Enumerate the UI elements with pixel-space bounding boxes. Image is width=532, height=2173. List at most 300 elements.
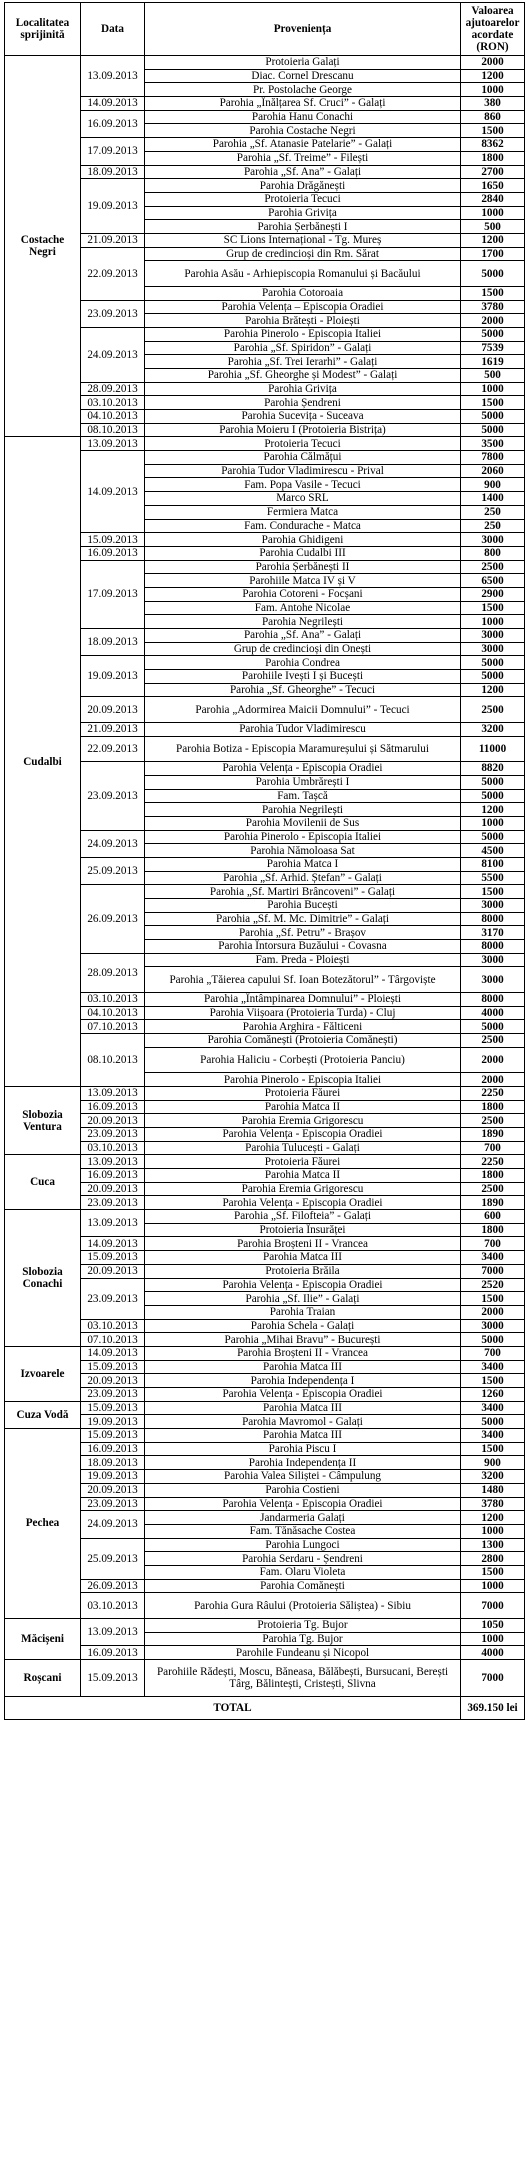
- date-cell: 22.09.2013: [81, 247, 145, 300]
- provenance-cell: Parohia Tudor Vladimirescu - Prival: [145, 464, 461, 478]
- value-cell: 4500: [461, 844, 525, 858]
- table-row: [5, 1374, 525, 1388]
- date-cell: 23.09.2013: [81, 1196, 145, 1210]
- provenance-cell: Parohia Pinerolo - Episcopia Italiei: [145, 830, 461, 844]
- date-cell: 15.09.2013: [81, 1401, 145, 1415]
- table-row: [5, 300, 525, 314]
- total-label: TOTAL: [5, 1697, 461, 1720]
- provenance-cell: Parohia Broșteni II - Vrancea: [145, 1346, 461, 1360]
- value-cell: 1400: [461, 492, 525, 506]
- date-cell: 17.09.2013: [81, 138, 145, 165]
- value-cell: 1200: [461, 803, 525, 817]
- date-cell: 23.09.2013: [81, 1497, 145, 1511]
- value-cell: 380: [461, 97, 525, 111]
- donations-document: [4, 2, 524, 1720]
- table-row: [5, 382, 525, 396]
- value-cell: 1890: [461, 1127, 525, 1141]
- value-cell: 7539: [461, 341, 525, 355]
- provenance-cell: Parohia Viișoara (Protoieria Turda) - Cluj: [145, 1006, 461, 1020]
- provenance-cell: Parohia Moieru I (Protoieria Bistrița): [145, 423, 461, 437]
- date-cell: 07.10.2013: [81, 1333, 145, 1347]
- provenance-cell: Parohiile Matca IV și V: [145, 574, 461, 588]
- date-cell: 03.10.2013: [81, 1319, 145, 1333]
- value-cell: 1500: [461, 286, 525, 300]
- header-data: Data: [81, 3, 145, 56]
- header-valoare: Valoarea ajutoarelor acordate (RON): [461, 3, 525, 56]
- table-row: [5, 437, 525, 451]
- table-header: [5, 3, 525, 56]
- value-cell: 2250: [461, 1155, 525, 1169]
- value-cell: 3200: [461, 1470, 525, 1484]
- provenance-cell: Protoieria Brăila: [145, 1264, 461, 1278]
- table-row: [5, 830, 525, 844]
- provenance-cell: Fam. Tașcă: [145, 789, 461, 803]
- table-row: [5, 762, 525, 776]
- provenance-cell: Protoieria Făurei: [145, 1155, 461, 1169]
- value-cell: 2500: [461, 1034, 525, 1048]
- provenance-cell: Parohia Negrilești: [145, 803, 461, 817]
- value-cell: 2500: [461, 560, 525, 574]
- provenance-cell: Fam. Antohe Nicolae: [145, 601, 461, 615]
- date-cell: 16.09.2013: [81, 1646, 145, 1660]
- value-cell: 2000: [461, 1305, 525, 1319]
- provenance-cell: Diac. Cornel Drescanu: [145, 69, 461, 83]
- provenance-cell: Parohia „Sf. Ana” - Galați: [145, 165, 461, 179]
- table-row: [5, 736, 525, 762]
- value-cell: 2500: [461, 697, 525, 723]
- table-row: [5, 1100, 525, 1114]
- locality-cell: Cuca: [5, 1155, 81, 1210]
- provenance-cell: Parohia Haliciu - Corbești (Protoieria Panciu): [145, 1047, 461, 1073]
- provenance-cell: Parohia Velența - Episcopia Oradiei: [145, 1497, 461, 1511]
- provenance-cell: Parohile Fundeanu și Nicopol: [145, 1646, 461, 1660]
- value-cell: 1500: [461, 1565, 525, 1579]
- date-cell: 25.09.2013: [81, 857, 145, 884]
- value-cell: 1619: [461, 355, 525, 369]
- provenance-cell: Parohia Cotoreni - Focșani: [145, 587, 461, 601]
- provenance-cell: Parohia Șerbănești II: [145, 560, 461, 574]
- value-cell: 1800: [461, 1223, 525, 1237]
- date-cell: 15.09.2013: [81, 1360, 145, 1374]
- value-cell: 700: [461, 1346, 525, 1360]
- provenance-cell: Parohiile Rădești, Moscu, Băneasa, Bălăbești, Bursucani, Berești Târg, Bălintești, Cristești, Slivna: [145, 1659, 461, 1697]
- value-cell: 1200: [461, 683, 525, 697]
- table-row: [5, 1360, 525, 1374]
- table-row: [5, 1169, 525, 1183]
- value-cell: 1700: [461, 247, 525, 261]
- provenance-cell: Fam. Tănăsache Costea: [145, 1524, 461, 1538]
- value-cell: 860: [461, 110, 525, 124]
- table-row: [5, 1006, 525, 1020]
- header-localitate: Localitatea sprijinită: [5, 3, 81, 56]
- value-cell: 8000: [461, 992, 525, 1006]
- value-cell: 2000: [461, 1073, 525, 1087]
- header-provenienta: Proveniența: [145, 3, 461, 56]
- provenance-cell: Parohia „Sf. Martiri Brâncoveni” - Galați: [145, 885, 461, 899]
- table-row: [5, 1333, 525, 1347]
- provenance-cell: Parohia Matca III: [145, 1401, 461, 1415]
- table-row: [5, 1538, 525, 1552]
- date-cell: 13.09.2013: [81, 56, 145, 97]
- date-cell: 23.09.2013: [81, 1278, 145, 1319]
- table-row: [5, 1210, 525, 1224]
- date-cell: 22.09.2013: [81, 736, 145, 762]
- provenance-cell: Fam. Preda - Ploiești: [145, 953, 461, 967]
- provenance-cell: Parohia Schela - Galați: [145, 1319, 461, 1333]
- provenance-cell: Parohia Tg. Bujor: [145, 1632, 461, 1646]
- locality-cell: Costache Negri: [5, 56, 81, 437]
- table-row: [5, 1483, 525, 1497]
- value-cell: 1200: [461, 69, 525, 83]
- provenance-cell: Parohia Matca II: [145, 1100, 461, 1114]
- value-cell: 2900: [461, 587, 525, 601]
- provenance-cell: Parohia Eremia Grigorescu: [145, 1114, 461, 1128]
- table-row: [5, 1388, 525, 1402]
- value-cell: 1500: [461, 1292, 525, 1306]
- date-cell: 19.09.2013: [81, 1470, 145, 1484]
- provenance-cell: Parohia Drăgănești: [145, 179, 461, 193]
- provenance-cell: Parohia Negrilești: [145, 615, 461, 629]
- table-row: [5, 1593, 525, 1619]
- provenance-cell: Parohia Serdaru - Șendreni: [145, 1552, 461, 1566]
- table-row: [5, 629, 525, 643]
- value-cell: 4000: [461, 1646, 525, 1660]
- donations-table: [4, 2, 525, 1720]
- provenance-cell: Parohia Bucești: [145, 899, 461, 913]
- provenance-cell: Parohia Șendreni: [145, 396, 461, 410]
- date-cell: 26.09.2013: [81, 885, 145, 953]
- provenance-cell: SC Lions Internațional - Tg. Mureș: [145, 233, 461, 247]
- provenance-cell: Parohia Pinerolo - Episcopia Italiei: [145, 1073, 461, 1087]
- value-cell: 3000: [461, 629, 525, 643]
- value-cell: 2000: [461, 56, 525, 70]
- date-cell: 16.09.2013: [81, 546, 145, 560]
- date-cell: 14.09.2013: [81, 1237, 145, 1251]
- provenance-cell: Parohia Hanu Conachi: [145, 110, 461, 124]
- provenance-cell: Parohia „Sf. Ilie” - Galați: [145, 1292, 461, 1306]
- date-cell: 16.09.2013: [81, 1169, 145, 1183]
- date-cell: 16.09.2013: [81, 1100, 145, 1114]
- provenance-cell: Parohia „Înălțarea Sf. Cruci” - Galați: [145, 97, 461, 111]
- value-cell: 5000: [461, 656, 525, 670]
- date-cell: 20.09.2013: [81, 697, 145, 723]
- value-cell: 8362: [461, 138, 525, 152]
- provenance-cell: Parohia Comănești (Protoieria Comănești): [145, 1034, 461, 1048]
- date-cell: 08.10.2013: [81, 423, 145, 437]
- provenance-cell: Jandarmeria Galați: [145, 1511, 461, 1525]
- value-cell: 8000: [461, 940, 525, 954]
- date-cell: 03.10.2013: [81, 396, 145, 410]
- provenance-cell: Parohia Costache Negri: [145, 124, 461, 138]
- provenance-cell: Parohia Traian: [145, 1305, 461, 1319]
- value-cell: 1000: [461, 382, 525, 396]
- date-cell: 24.09.2013: [81, 327, 145, 382]
- value-cell: 1000: [461, 1579, 525, 1593]
- provenance-cell: Parohia Întorsura Buzăului - Covasna: [145, 940, 461, 954]
- date-cell: 28.09.2013: [81, 953, 145, 992]
- table-row: [5, 1114, 525, 1128]
- provenance-cell: Parohia Piscu I: [145, 1442, 461, 1456]
- provenance-cell: Parohia Movilenii de Sus: [145, 816, 461, 830]
- date-cell: 23.09.2013: [81, 300, 145, 327]
- date-cell: 13.09.2013: [81, 1155, 145, 1169]
- date-cell: 15.09.2013: [81, 1429, 145, 1443]
- value-cell: 3500: [461, 437, 525, 451]
- date-cell: 19.09.2013: [81, 179, 145, 234]
- provenance-cell: Fermiera Matca: [145, 505, 461, 519]
- value-cell: 900: [461, 1456, 525, 1470]
- value-cell: 5000: [461, 775, 525, 789]
- value-cell: 1000: [461, 1632, 525, 1646]
- date-cell: 20.09.2013: [81, 1483, 145, 1497]
- provenance-cell: Protoieria Făurei: [145, 1086, 461, 1100]
- locality-cell: Cuza Vodă: [5, 1401, 81, 1428]
- provenance-cell: Parohia „Sf. Gheorghe și Modest” - Galați: [145, 368, 461, 382]
- provenance-cell: Parohia Gura Râului (Protoieria Săliștea) - Sibiu: [145, 1593, 461, 1619]
- value-cell: 5000: [461, 423, 525, 437]
- locality-cell: Izvoarele: [5, 1346, 81, 1401]
- table-row: [5, 1278, 525, 1292]
- value-cell: 2800: [461, 1552, 525, 1566]
- date-cell: 24.09.2013: [81, 1511, 145, 1538]
- date-cell: 20.09.2013: [81, 1114, 145, 1128]
- value-cell: 1500: [461, 601, 525, 615]
- total-row: [5, 1697, 525, 1720]
- provenance-cell: Parohia Valea Siliștei - Câmpulung: [145, 1470, 461, 1484]
- value-cell: 3000: [461, 953, 525, 967]
- table-row: [5, 533, 525, 547]
- table-row: [5, 1196, 525, 1210]
- value-cell: 11000: [461, 736, 525, 762]
- value-cell: 3400: [461, 1251, 525, 1265]
- date-cell: 18.09.2013: [81, 629, 145, 656]
- provenance-cell: Parohia Independența II: [145, 1456, 461, 1470]
- date-cell: 04.10.2013: [81, 1006, 145, 1020]
- value-cell: 2000: [461, 1047, 525, 1073]
- value-cell: 1200: [461, 1511, 525, 1525]
- provenance-cell: Parohia Independența I: [145, 1374, 461, 1388]
- provenance-cell: Parohia Matca III: [145, 1251, 461, 1265]
- table-row: [5, 451, 525, 465]
- date-cell: 19.09.2013: [81, 1415, 145, 1429]
- value-cell: 5000: [461, 1020, 525, 1034]
- locality-cell: Pechea: [5, 1429, 81, 1619]
- provenance-cell: Parohia „Sf. Ana” - Galați: [145, 629, 461, 643]
- provenance-cell: Parohia „Mihai Bravu” - București: [145, 1333, 461, 1347]
- date-cell: 21.09.2013: [81, 233, 145, 247]
- table-row: [5, 1141, 525, 1155]
- table-row: [5, 992, 525, 1006]
- table-row: [5, 1415, 525, 1429]
- value-cell: 1200: [461, 233, 525, 247]
- table-row: [5, 110, 525, 124]
- table-footer: [5, 1697, 525, 1720]
- date-cell: 26.09.2013: [81, 1579, 145, 1593]
- date-cell: 16.09.2013: [81, 1442, 145, 1456]
- provenance-cell: Parohia Brătești - Ploiești: [145, 314, 461, 328]
- provenance-cell: Parohia „Sf. M. Mc. Dimitrie” - Galați: [145, 912, 461, 926]
- date-cell: 13.09.2013: [81, 1210, 145, 1237]
- value-cell: 500: [461, 368, 525, 382]
- provenance-cell: Parohiile Ivești I și Bucești: [145, 670, 461, 684]
- provenance-cell: Protoieria Însurăței: [145, 1223, 461, 1237]
- table-row: [5, 560, 525, 574]
- value-cell: 3000: [461, 967, 525, 993]
- table-row: [5, 1497, 525, 1511]
- date-cell: 23.09.2013: [81, 1127, 145, 1141]
- value-cell: 700: [461, 1237, 525, 1251]
- provenance-cell: Parohia Matca II: [145, 1169, 461, 1183]
- provenance-cell: Parohia Matca III: [145, 1360, 461, 1374]
- date-cell: 20.09.2013: [81, 1264, 145, 1278]
- value-cell: 2700: [461, 165, 525, 179]
- table-row: [5, 410, 525, 424]
- date-cell: 18.09.2013: [81, 1456, 145, 1470]
- value-cell: 8000: [461, 912, 525, 926]
- value-cell: 1050: [461, 1618, 525, 1632]
- value-cell: 5000: [461, 1333, 525, 1347]
- locality-cell: Slobozia Conachi: [5, 1210, 81, 1347]
- provenance-cell: Protoieria Tg. Bujor: [145, 1618, 461, 1632]
- provenance-cell: Parohia Condrea: [145, 656, 461, 670]
- provenance-cell: Protoieria Tecuci: [145, 437, 461, 451]
- date-cell: 15.09.2013: [81, 1251, 145, 1265]
- table-row: [5, 1086, 525, 1100]
- table-row: [5, 247, 525, 261]
- date-cell: 08.10.2013: [81, 1034, 145, 1087]
- value-cell: 7800: [461, 451, 525, 465]
- table-row: [5, 885, 525, 899]
- provenance-cell: Parohia „Sf. Petru” - Brașov: [145, 926, 461, 940]
- value-cell: 500: [461, 220, 525, 234]
- table-row: [5, 1182, 525, 1196]
- table-row: [5, 423, 525, 437]
- value-cell: 1500: [461, 1374, 525, 1388]
- provenance-cell: Marco SRL: [145, 492, 461, 506]
- table-row: [5, 1470, 525, 1484]
- value-cell: 3170: [461, 926, 525, 940]
- value-cell: 1800: [461, 1169, 525, 1183]
- table-row: [5, 138, 525, 152]
- provenance-cell: Parohia Grivița: [145, 382, 461, 396]
- value-cell: 3780: [461, 300, 525, 314]
- value-cell: 1500: [461, 1442, 525, 1456]
- provenance-cell: Parohia Tulucești - Galați: [145, 1141, 461, 1155]
- value-cell: 1480: [461, 1483, 525, 1497]
- date-cell: 13.09.2013: [81, 437, 145, 451]
- value-cell: 600: [461, 1210, 525, 1224]
- value-cell: 2840: [461, 192, 525, 206]
- value-cell: 1000: [461, 1524, 525, 1538]
- value-cell: 2250: [461, 1086, 525, 1100]
- provenance-cell: Parohia Mavromol - Galați: [145, 1415, 461, 1429]
- table-row: [5, 97, 525, 111]
- provenance-cell: Parohia Velența - Episcopia Oradiei: [145, 762, 461, 776]
- provenance-cell: Parohia Șerbănești I: [145, 220, 461, 234]
- value-cell: 5500: [461, 871, 525, 885]
- provenance-cell: Parohia „Sf. Gheorghe” - Tecuci: [145, 683, 461, 697]
- provenance-cell: Parohia Comănești: [145, 1579, 461, 1593]
- value-cell: 2060: [461, 464, 525, 478]
- date-cell: 04.10.2013: [81, 410, 145, 424]
- value-cell: 1650: [461, 179, 525, 193]
- table-row: [5, 1020, 525, 1034]
- provenance-cell: Fam. Popa Vasile - Tecuci: [145, 478, 461, 492]
- table-row: [5, 233, 525, 247]
- provenance-cell: Parohia Velența - Episcopia Oradiei: [145, 1196, 461, 1210]
- value-cell: 1000: [461, 816, 525, 830]
- provenance-cell: Parohia „Întâmpinarea Domnului” - Ploiești: [145, 992, 461, 1006]
- value-cell: 1500: [461, 885, 525, 899]
- value-cell: 7000: [461, 1659, 525, 1697]
- locality-cell: Slobozia Ventura: [5, 1086, 81, 1154]
- value-cell: 7000: [461, 1593, 525, 1619]
- value-cell: 3780: [461, 1497, 525, 1511]
- date-cell: 25.09.2013: [81, 1538, 145, 1579]
- provenance-cell: Parohia Pinerolo - Episcopia Italiei: [145, 327, 461, 341]
- table-row: [5, 1659, 525, 1697]
- table-row: [5, 857, 525, 871]
- provenance-cell: Grup de credincioși din Rm. Sărat: [145, 247, 461, 261]
- date-cell: 14.09.2013: [81, 1346, 145, 1360]
- value-cell: 5000: [461, 670, 525, 684]
- date-cell: 13.09.2013: [81, 1618, 145, 1645]
- provenance-cell: Parohia Grivița: [145, 206, 461, 220]
- value-cell: 2500: [461, 1182, 525, 1196]
- provenance-cell: Parohia „Tăierea capului Sf. Ioan Botezătorul” - Târgoviște: [145, 967, 461, 993]
- value-cell: 3000: [461, 1319, 525, 1333]
- provenance-cell: Parohia Velența - Episcopia Oradiei: [145, 1388, 461, 1402]
- provenance-cell: Parohia Tudor Vladimirescu: [145, 722, 461, 736]
- value-cell: 5000: [461, 410, 525, 424]
- date-cell: 03.10.2013: [81, 1593, 145, 1619]
- value-cell: 1000: [461, 615, 525, 629]
- value-cell: 250: [461, 519, 525, 533]
- date-cell: 17.09.2013: [81, 560, 145, 628]
- provenance-cell: Parohia „Sf. Trei Ierarhi” - Galați: [145, 355, 461, 369]
- value-cell: 2520: [461, 1278, 525, 1292]
- date-cell: 23.09.2013: [81, 762, 145, 830]
- date-cell: 14.09.2013: [81, 451, 145, 533]
- provenance-cell: Parohia Eremia Grigorescu: [145, 1182, 461, 1196]
- provenance-cell: Parohia Velența - Episcopia Oradiei: [145, 1278, 461, 1292]
- value-cell: 1800: [461, 151, 525, 165]
- provenance-cell: Parohia Lungoci: [145, 1538, 461, 1552]
- date-cell: 19.09.2013: [81, 656, 145, 697]
- table-row: [5, 656, 525, 670]
- table-row: [5, 1319, 525, 1333]
- table-row: [5, 722, 525, 736]
- provenance-cell: Parohia Botiza - Episcopia Maramureșului și Sătmarului: [145, 736, 461, 762]
- date-cell: 18.09.2013: [81, 165, 145, 179]
- provenance-cell: Parohia Nămoloasa Sat: [145, 844, 461, 858]
- table-row: [5, 396, 525, 410]
- value-cell: 3400: [461, 1401, 525, 1415]
- table-row: [5, 1511, 525, 1525]
- date-cell: 03.10.2013: [81, 992, 145, 1006]
- provenance-cell: Protoieria Galați: [145, 56, 461, 70]
- date-cell: 21.09.2013: [81, 722, 145, 736]
- provenance-cell: Parohia Broșteni II - Vrancea: [145, 1237, 461, 1251]
- value-cell: 5000: [461, 830, 525, 844]
- value-cell: 5000: [461, 327, 525, 341]
- value-cell: 5000: [461, 1415, 525, 1429]
- table-row: [5, 1034, 525, 1048]
- provenance-cell: Parohia „Sf. Arhid. Ștefan” - Galați: [145, 871, 461, 885]
- table-row: [5, 327, 525, 341]
- table-row: [5, 1401, 525, 1415]
- provenance-cell: Parohia „Sf. Spiridon” - Galați: [145, 341, 461, 355]
